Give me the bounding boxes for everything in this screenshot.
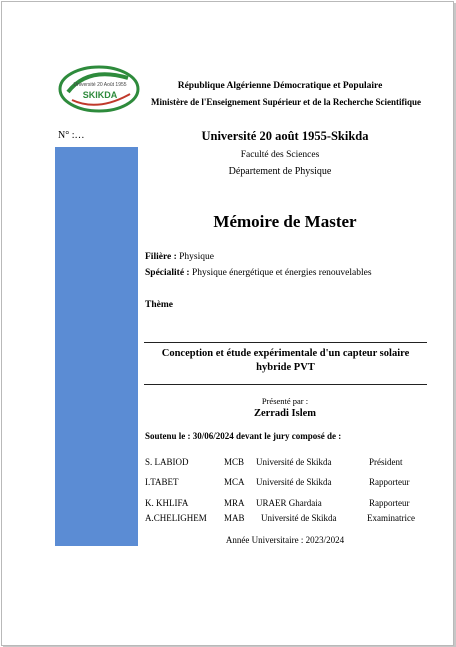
theme-label: Thème: [145, 300, 173, 310]
jury-row: [0, 498, 456, 512]
jury-name: A.CHELIGHEM: [145, 513, 207, 523]
jury-role: Rapporteur: [369, 477, 410, 487]
jury-grade: MCB: [224, 457, 245, 467]
jury-name: S. LABIOD: [145, 457, 189, 467]
document-number: N° :…: [58, 130, 85, 141]
defense-line: Soutenu le : 30/06/2024 devant le jury composé de :: [145, 431, 342, 441]
jury-role: Examinatrice: [367, 513, 415, 523]
jury-row: [0, 477, 456, 491]
academic-year: Année Universitaire : 2023/2024: [225, 535, 345, 545]
jury-name: I.TABET: [145, 477, 179, 487]
jury-institution: Université de Skikda: [256, 477, 332, 487]
university-logo: [58, 64, 140, 114]
filiere-value: Physique: [176, 252, 214, 262]
jury-row: [0, 457, 456, 471]
filiere-line: [145, 252, 214, 262]
department-name: Département de Physique: [228, 166, 332, 177]
theme-title-line1: Conception et étude expérimentale d'un capteur solaire: [161, 348, 410, 359]
logo-wordmark: SKIKDA: [82, 90, 118, 100]
jury-name: K. KHLIFA: [145, 498, 189, 508]
specialite-value: Physique énergétique et énergies renouvelables: [189, 268, 372, 278]
specialite-line: [145, 268, 372, 278]
jury-institution: URAER Ghardaia: [256, 498, 322, 508]
jury-role: Président: [369, 457, 403, 467]
jury-row: [0, 513, 456, 527]
filiere-label: Filière :: [145, 252, 177, 262]
author-name: Zerradi Islem: [253, 408, 317, 419]
jury-institution: Université de Skikda: [256, 457, 332, 467]
republic-line: République Algérienne Démocratique et Populaire: [177, 81, 383, 91]
presented-by-label: Présenté par :: [261, 396, 309, 406]
logo-caption: Université 20 Août 1955: [73, 82, 127, 88]
faculty-name: Faculté des Sciences: [240, 150, 320, 160]
jury-grade: MCA: [224, 477, 245, 487]
ministry-line: Ministère de l'Enseignement Supérieur et de la Recherche Scientifique: [151, 97, 421, 107]
jury-role: Rapporteur: [369, 498, 410, 508]
theme-top-rule: [144, 342, 427, 343]
specialite-label: Spécialité :: [145, 268, 190, 278]
university-name: Université 20 août 1955-Skikda: [201, 129, 369, 143]
document-title: Mémoire de Master: [213, 212, 357, 231]
jury-institution: Université de Skikda: [261, 513, 337, 523]
theme-bottom-rule: [144, 384, 427, 385]
theme-title-line2: hybride PVT: [256, 362, 315, 373]
jury-grade: MAB: [224, 513, 245, 523]
jury-grade: MRA: [224, 498, 245, 508]
